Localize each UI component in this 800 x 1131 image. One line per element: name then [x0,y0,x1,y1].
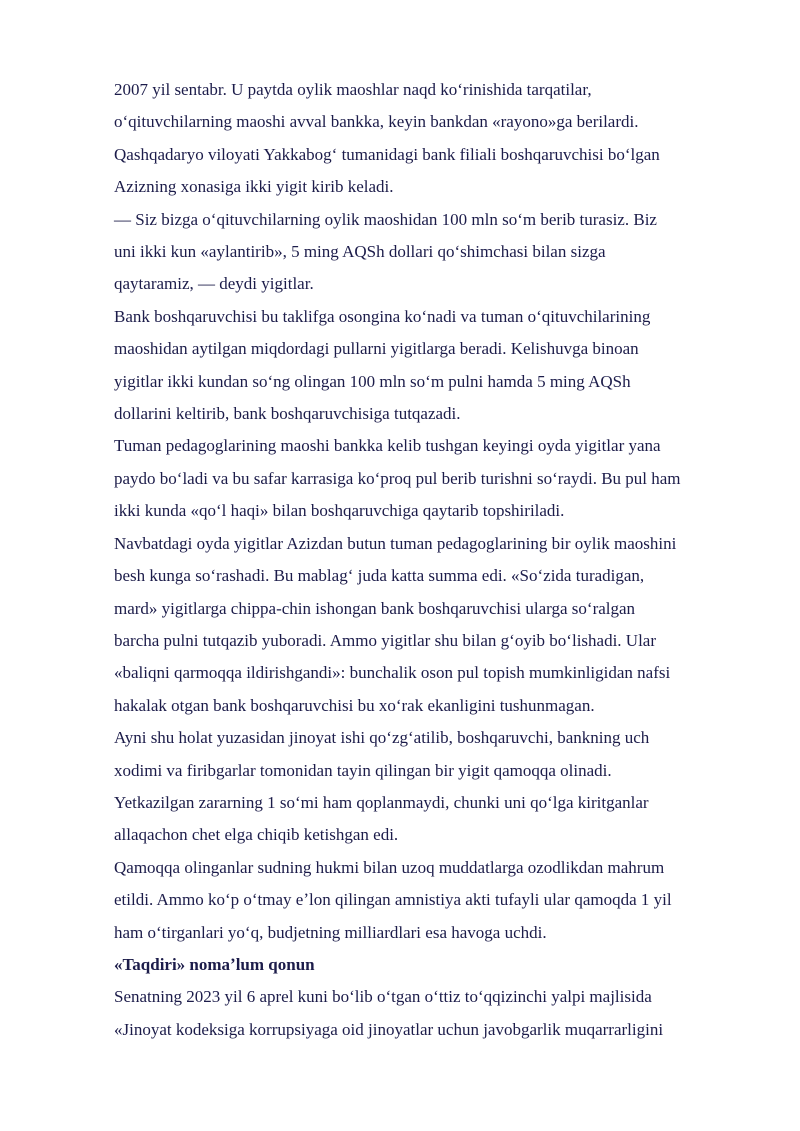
text-line: 2007 yil sentabr. U paytda oylik maoshlar naqd koʻrinishida tarqatilar, [114,80,592,99]
text-line: Tuman pedagoglarining maoshi bankka kelib tushgan keyingi oyda yigitlar yana [114,436,661,456]
text-line: Senatning 2023 yil 6 aprel kuni boʻlib oʻtgan oʻttiz toʻqqizinchi yalpi majlisida [114,987,652,1007]
text-line: Bank boshqaruvchisi bu taklifga osongina koʻnadi va tuman oʻqituvchilarining [114,306,651,326]
text-line: besh kunga soʻrashadi. Bu mablagʻ juda katta summa edi. «Soʻzida turadigan, [114,566,645,586]
text-line: paydo boʻladi va bu safar karrasiga koʻproq pul berib turishni soʻraydi. Bu pul ham [114,468,681,488]
text-line: ham oʻtirganlari yoʻq, budjetning milliardlari esa havoga uchdi. [114,922,547,942]
text-line: etildi. Ammo koʻp oʻtmay eʼlon qilingan amnistiya akti tufayli ular qamoqda 1 yil [114,890,672,910]
document-body [114,74,754,1046]
text-line: Qamoqqa olinganlar sudning hukmi bilan uzoq muddatlarga ozodlikdan mahrum [114,857,665,877]
text-line: hakalak otgan bank boshqaruvchisi bu xoʻrak ekanligini tushunmagan. [114,695,595,715]
text-line: «baliqni qarmoqqa ildirishgandi»: bunchalik oson pul topish mumkinligidan nafsi [114,663,671,683]
text-line: oʻqituvchilarning maoshi avval bankka, keyin bankdan «rayono»ga berilardi. [114,112,639,132]
text-line: xodimi va firibgarlar tomonidan tayin qilingan bir yigit qamoqqa olinadi. [114,760,612,780]
text-line: Ayni shu holat yuzasidan jinoyat ishi qoʻzgʻatilib, boshqaruvchi, bankning uch [114,728,650,748]
text-line: dollarini keltirib, bank boshqaruvchisiga tutqazadi. [114,404,461,424]
text-line: uni ikki kun «aylantirib», 5 ming AQSh dollari qoʻshimchasi bilan sizga [114,242,606,262]
text-line: mard» yigitlarga chippa-chin ishongan bank boshqaruvchisi ularga soʻralgan [114,598,636,618]
text-line: barcha pulni tutqazib yuboradi. Ammo yigitlar shu bilan gʻoyib boʻlishadi. Ular [114,630,657,650]
section-heading: «Taqdiri» nomaʼlum qonun [114,954,315,974]
text-line: Azizning xonasiga ikki yigit kirib keladi. [114,177,394,197]
text-line: Qashqadaryo viloyati Yakkabogʻ tumanidagi bank filiali boshqaruvchisi boʻlgan [114,144,660,164]
text-line: allaqachon chet elga chiqib ketishgan edi. [114,825,399,845]
text-line: qaytaramiz, — deydi yigitlar. [114,274,314,294]
text-line: Navbatdagi oyda yigitlar Azizdan butun tuman pedagoglarining bir oylik maoshini [114,533,677,553]
text-line: yigitlar ikki kundan soʻng olingan 100 mln soʻm pulni hamda 5 ming AQSh [114,371,631,391]
text-line: maoshidan aytilgan miqdordagi pullarni yigitlarga beradi. Kelishuvga binoan [114,339,639,359]
text-line: Yetkazilgan zararning 1 soʻmi ham qoplanmaydi, chunki uni qoʻlga kiritganlar [114,792,649,812]
text-line: «Jinoyat kodeksiga korrupsiyaga oid jinoyatlar uchun javobgarlik muqarrarligini [114,1019,664,1039]
text-line: — Siz bizga oʻqituvchilarning oylik maoshidan 100 mln soʻm berib turasiz. Biz [114,209,657,229]
text-line: ikki kunda «qoʻl haqi» bilan boshqaruvchiga qaytarib topshiriladi. [114,501,565,521]
